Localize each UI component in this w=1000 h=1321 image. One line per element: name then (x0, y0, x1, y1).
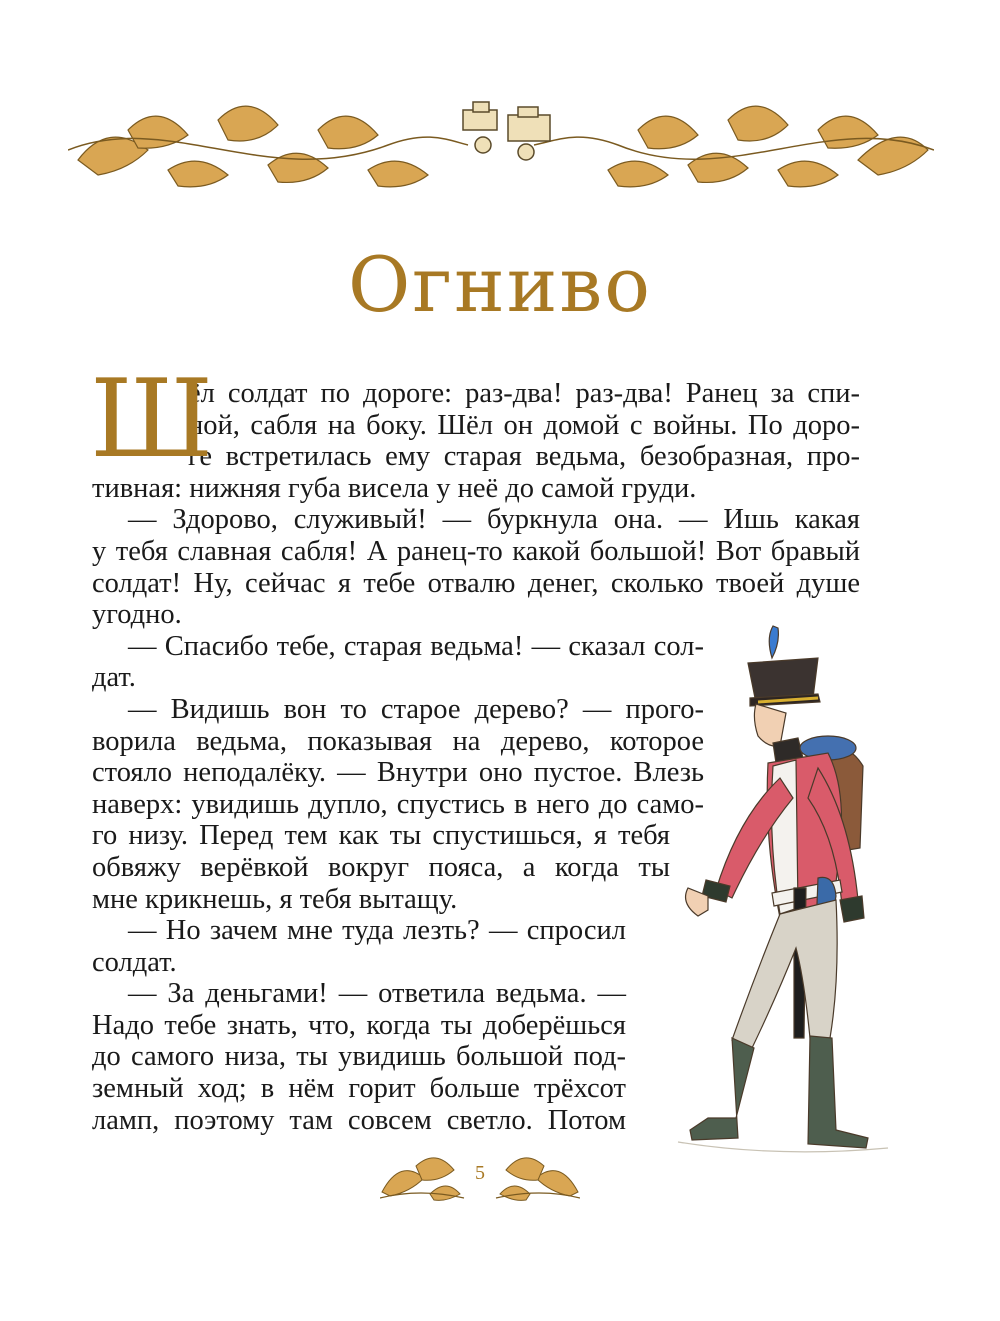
text-line: ворила ведьма, показывая на дерево, которое (92, 725, 704, 757)
soldier-illustration (668, 618, 898, 1168)
text-line: ёл солдат по дороге: раз-два! раз-два! Ранец за спи- (188, 378, 860, 409)
text-line: — Здорово, служивый! — буркнула она. — Ишь какая (128, 504, 860, 536)
text-line: — Но зачем мне туда лезть? — спросил (128, 915, 626, 947)
text-line: обвяжу верёвкой вокруг пояса, а когда ты (92, 851, 670, 883)
text-line: ной, сабля на боку. Шёл он домой с войны. По доро- (188, 409, 860, 441)
text-line: го низу. Перед тем как ты спустишься, я тебя (92, 820, 670, 852)
text-line: солдат. (92, 946, 177, 978)
text-line: — За деньгами! — ответила ведьма. — (128, 978, 626, 1010)
text-line: угодно. (92, 599, 182, 631)
header-ornament (68, 90, 934, 200)
drop-cap: Ш (90, 357, 214, 482)
tinderbox-icon (463, 102, 550, 160)
text-line: земный ход; в нём горит больше трёхсот (92, 1073, 626, 1105)
text-line: стояло неподалёку. — Внутри оно пустое. Влезь (92, 757, 704, 789)
text-line: — Видишь вон то старое дерево? — прого- (128, 693, 704, 725)
text-line: наверх: увидишь дупло, спустись в него до само- (92, 788, 704, 820)
text-line: Надо тебе знать, что, когда ты доберёшься (92, 1009, 626, 1041)
page-number: 5 (475, 1162, 485, 1184)
text-line: — Спасибо тебе, старая ведьма! — сказал сол- (128, 630, 704, 662)
text-line: ламп, поэтому там совсем светло. Потом (92, 1104, 626, 1136)
text-line: ге встретилась ему старая ведьма, безобразная, про- (188, 441, 860, 473)
text-line: у тебя славная сабля! А ранец-то какой большой! Вот бравый (92, 535, 860, 567)
page-title: Огниво (348, 240, 652, 329)
text-line: солдат! Ну, сейчас я тебе отвалю денег, сколько твоей душе (92, 567, 860, 599)
text-line: мне крикнешь, я тебя вытащу. (92, 883, 458, 915)
text-line: тивная: нижняя губа висела у неё до самой груди. (92, 472, 697, 504)
text-line: до самого низа, ты увидишь большой под- (92, 1041, 626, 1073)
text-line: дат. (92, 662, 136, 694)
